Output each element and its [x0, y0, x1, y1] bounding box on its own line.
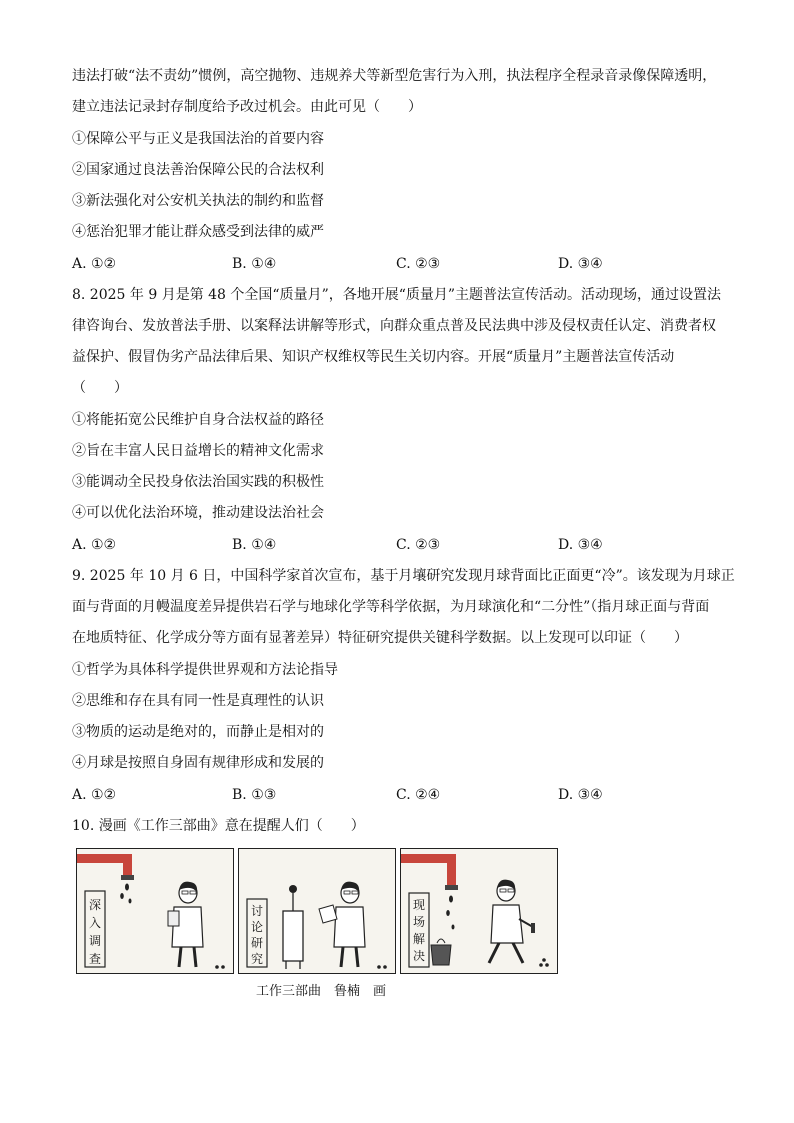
statement: ③物质的运动是绝对的，而静止是相对的: [72, 724, 324, 740]
question-text-line: 10. 漫画《工作三部曲》意在提醒人们（ ）: [72, 818, 365, 834]
question-text-line: 在地质特征、化学成分等方面有显著差异）特征研究提供关键科学数据。以上发现可以印证（ ）: [72, 630, 688, 646]
sign-char: 究: [250, 952, 263, 966]
comic-panel-solve: [400, 848, 558, 974]
comic-strip: [76, 848, 558, 976]
sign-char: 入: [88, 916, 101, 930]
statement: ①保障公平与正义是我国法治的首要内容: [72, 131, 324, 147]
statement: ②思维和存在具有同一性是真理性的认识: [72, 693, 324, 709]
panel-sign: [411, 897, 427, 965]
question-text-line: 8. 2025 年 9 月是第 48 个全国“质量月”，各地开展“质量月”主题普法宣传活动。活动现场，通过设置法: [72, 287, 722, 303]
option-a: A. ①②: [72, 537, 117, 553]
comic-panel-discuss: [238, 848, 396, 974]
option-b: B. ①④: [232, 256, 277, 272]
sign-char: 解: [412, 932, 425, 946]
answer-options: [72, 255, 732, 273]
sign-char: 调: [88, 934, 101, 948]
option-d: D. ③④: [558, 256, 603, 272]
option-c: C. ②③: [396, 256, 441, 272]
sign-char: 研: [250, 936, 263, 950]
option-b: B. ①④: [232, 537, 277, 553]
statement: ②国家通过良法善治保障公民的合法权利: [72, 162, 324, 178]
option-d: D. ③④: [558, 787, 603, 803]
sign-char: 决: [412, 949, 425, 963]
sign-char: 讨: [250, 904, 263, 918]
statement: ④月球是按照自身固有规律形成和发展的: [72, 755, 324, 771]
question-text-line: 违法打破“法不责幼”惯例，高空抛物、违规养犬等新型危害行为入刑，执法程序全程录音录像保障透明，: [72, 68, 717, 84]
sign-char: 深: [88, 898, 101, 912]
question-text-line: 律咨询台、发放普法手册、以案释法讲解等形式，向群众重点普及民法典中涉及侵权责任认定、消费者权: [72, 318, 716, 334]
option-a: A. ①②: [72, 787, 117, 803]
comic-panel-investigate: [76, 848, 234, 974]
statement: ③能调动全民投身依法治国实践的积极性: [72, 474, 324, 490]
option-a: A. ①②: [72, 256, 117, 272]
option-d: D. ③④: [558, 537, 603, 553]
statement: ②旨在丰富人民日益增长的精神文化需求: [72, 443, 324, 459]
question-text-line: 建立违法记录封存制度给予改过机会。由此可见（ ）: [72, 99, 422, 115]
option-b: B. ①③: [232, 787, 277, 803]
statement: ④可以优化法治环境，推动建设法治社会: [72, 505, 324, 521]
statement: ③新法强化对公安机关执法的制约和监督: [72, 193, 324, 209]
sign-char: 查: [88, 952, 101, 966]
question-text-line: 面与背面的月幔温度差异提供岩石学与地球化学等科学依据，为月球演化和“二分性”（指月球正面与背面: [72, 599, 710, 615]
statement: ①将能拓宽公民维护自身合法权益的路径: [72, 412, 324, 428]
question-text-line: 9. 2025 年 10 月 6 日，中国科学家首次宣布，基于月壤研究发现月球背面比正面更“冷”。该发现为月球正: [72, 568, 735, 584]
answer-options: [72, 786, 732, 804]
statement: ①哲学为具体科学提供世界观和方法论指导: [72, 662, 338, 678]
question-text-line: 益保护、假冒伪劣产品法律后果、知识产权维权等民生关切内容。开展“质量月”主题普法宣传活动: [72, 349, 675, 365]
statement: ④惩治犯罪才能让群众感受到法律的威严: [72, 224, 324, 240]
panel-sign: [249, 903, 265, 967]
panel-sign: [87, 896, 103, 968]
option-c: C. ②④: [396, 787, 441, 803]
sign-char: 论: [250, 920, 263, 934]
comic-caption: 工作三部曲 鲁楠 画: [256, 984, 387, 999]
answer-options: [72, 536, 732, 554]
option-c: C. ②③: [396, 537, 441, 553]
question-text-line: （ ）: [72, 380, 128, 396]
sign-char: 场: [412, 915, 425, 929]
sign-char: 现: [412, 898, 425, 912]
